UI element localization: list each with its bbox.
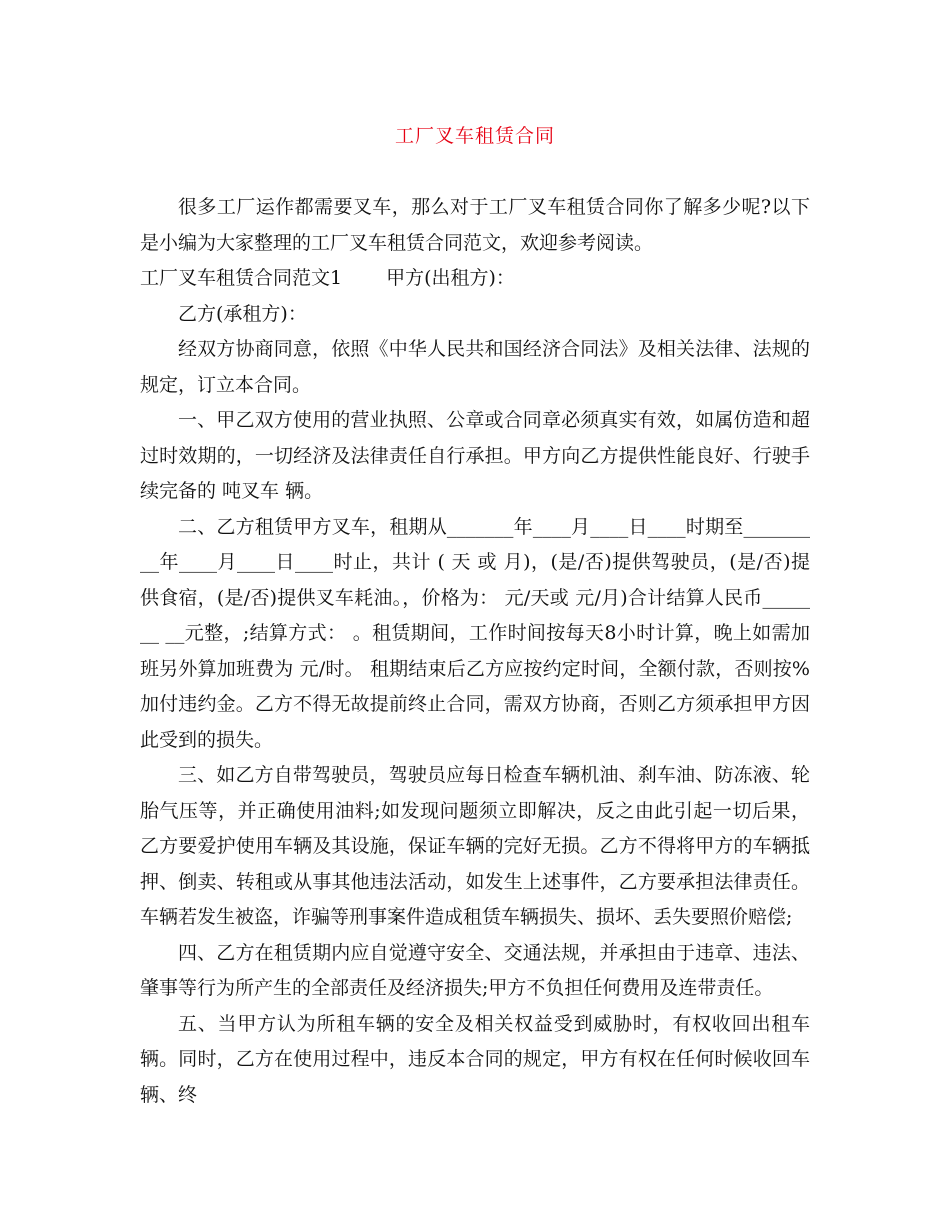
clause-2: 二、乙方租赁甲方叉车，租期从_______年____月____日____时期至_________年____月____日____时止，共计 ( 天 或 月)，(是/否)提供驾驶员，(是/否)提供食宿，(是/否)提供叉车耗油。，价格为： 元/天或 元/月)合计结算人民币_______ __元整，;结算方式： 。租赁期间，工作时间按每天8小时计算，晚上如需加班另外算加班费为 元/时。 租期结束后乙方应按约定时间，全额付款，否则按%加付违约金。乙方不得无故提前终止合同，需双方协商，否则乙方须承担甲方因此受到的损失。 (140, 515, 810, 751)
clause-5: 五、当甲方认为所租车辆的安全及相关权益受到威胁时，有权收回出租车辆。同时，乙方在使用过程中，违反本合同的规定，甲方有权在任何时候收回车辆、终 (140, 1012, 810, 1106)
party-a-label: 甲方(出租方)： (386, 267, 515, 289)
clause-3: 三、如乙方自带驾驶员，驾驶员应每日检查车辆机油、刹车油、防冻液、轮胎气压等，并正确使用油料;如发现问题须立即解决，反之由此引起一切后果，乙方要爱护使用车辆及其设施，保证车辆的完好无损。乙方不得将甲方的车辆抵押、倒卖、转租或从事其他违法活动，如发生上述事件，乙方要承担法律责任。车辆若发生被盗，诈骗等刑事案件造成租赁车辆损失、损坏、丢失要照价赔偿; (140, 764, 810, 928)
clause-1: 一、甲乙双方使用的营业执照、公章或合同章必须真实有效，如属仿造和超过时效期的，一切经济及法律责任自行承担。甲方向乙方提供性能良好、行驶手续完备的 吨叉车 辆。 (140, 409, 810, 502)
preamble-paragraph: 经双方协商同意，依照《中华人民共和国经济合同法》及相关法律、法规的规定，订立本合同。 (140, 338, 810, 396)
party-b-label: 乙方(承租方)： (178, 302, 307, 325)
clause-4: 四、乙方在租赁期内应自觉遵守安全、交通法规，并承担由于违章、违法、肇事等行为所产生的全部责任及经济损失;甲方不负担任何费用及连带责任。 (140, 941, 810, 999)
document-title: 工厂叉车租赁合同 (394, 125, 555, 147)
document-body (140, 190, 810, 1113)
intro-paragraph: 很多工厂运作都需要叉车，那么对于工厂叉车租赁合同你了解多少呢?以下是小编为大家整理的工厂叉车租赁合同范文，欢迎参考阅读。 (140, 196, 810, 254)
section-heading-line (140, 261, 810, 297)
section-heading: 工厂叉车租赁合同范文1 (140, 267, 343, 289)
